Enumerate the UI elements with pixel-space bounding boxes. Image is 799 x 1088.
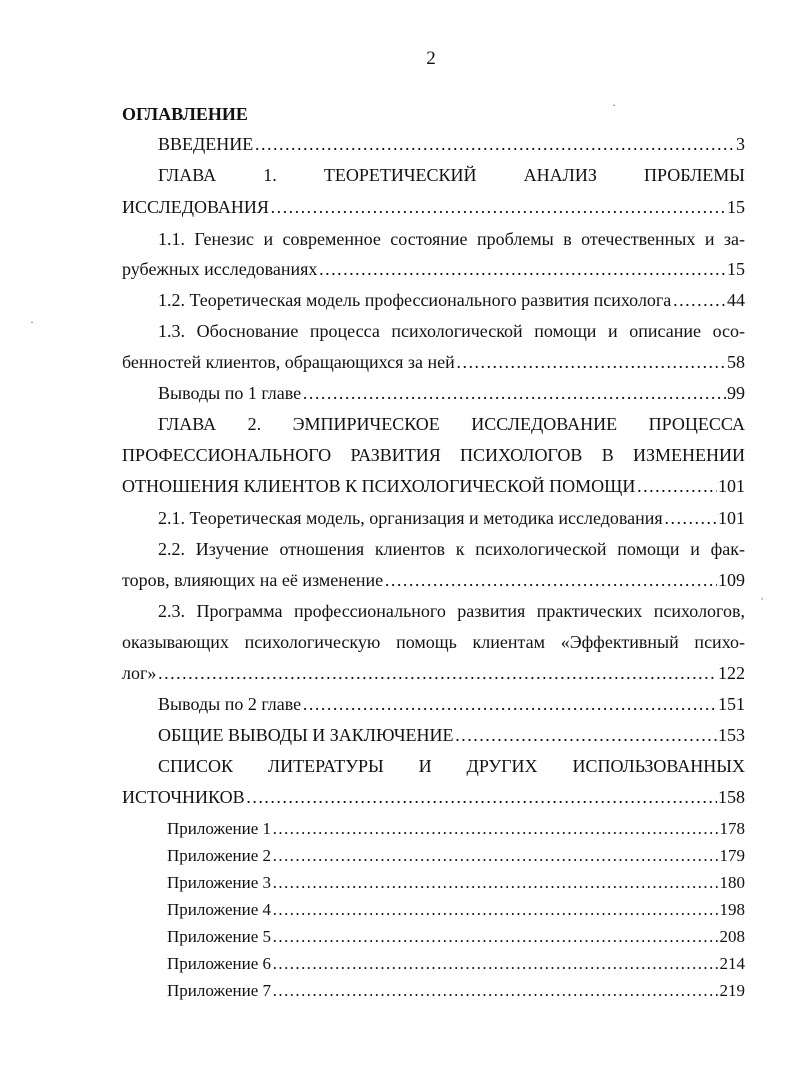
entry-page: 178 [719,819,745,838]
toc-entry-appendix-3[interactable]: Приложение 3 ………………………………………………………………………………………………………………………………………………………………………… 180 [167,872,745,894]
toc-entry-section-2-1[interactable]: 2.1. Теоретическая модель, организация и методика исследования ………………………………………………………………………………………………………………………………………………………………………… 101 [158,507,745,529]
dot-leader [302,382,726,404]
dot-leader [672,289,726,311]
entry-page: 158 [718,787,745,807]
entry-title: ВВЕДЕНИЕ [158,134,254,154]
toc-entry-appendix-1[interactable]: Приложение 1 ………………………………………………………………………………………………………………………………………………………………………… 178 [167,818,745,840]
section-2-2-line-1: 2.2. Изучение отношения клиентов к психологической помощи и фак- [158,539,745,559]
toc-entry-appendix-5[interactable]: Приложение 5 ………………………………………………………………………………………………………………………………………………………………………… 208 [167,926,745,948]
dot-leader [636,475,717,497]
section-1-1-line-2: рубежных исследованиях ………………………………………………………………………………………………………………………………………………………………………… 15 [122,258,745,280]
section-2-2-line-2: торов, влияющих на её изменение ………………………………………………………………………………………………………………………………………………………………………… 109 [122,569,745,591]
entry-page: 101 [718,476,745,496]
scan-speck: ʾ [760,595,764,609]
dot-leader [272,980,719,1002]
chapter-1-title-line-1: ГЛАВА 1. ТЕОРЕТИЧЕСКИЙ АНАЛИЗ ПРОБЛЕМЫ [158,165,745,185]
dot-leader [272,926,719,948]
toc-entry-conclusions-1[interactable]: Выводы по 1 главе ………………………………………………………………………………………………………………………………………………………………………… 99 [158,382,745,404]
entry-page: 99 [727,383,745,403]
entry-page: 198 [719,900,745,919]
page-number: 2 [426,48,436,69]
toc-heading: ОГЛАВЛЕНИЕ [122,104,248,124]
section-1-1-line-1: 1.1. Генезис и современное состояние проблемы в отечественных и за- [158,229,745,249]
section-2-3-line-2: оказывающих психологическую помощь клиентам «Эффективный психо- [122,632,745,652]
dot-leader [272,872,719,894]
section-2-3-line-1: 2.3. Программа профессионального развития практических психологов, [158,601,745,621]
entry-page: 44 [727,290,745,310]
entry-page: 219 [719,981,745,1000]
chapter-2-title-line-3: ОТНОШЕНИЯ КЛИЕНТОВ К ПСИХОЛОГИЧЕСКОЙ ПОМОЩИ ………………………………………………………………………………………………………………………………………………………………………… 101 [122,475,745,497]
section-2-3-line-3: лог» ………………………………………………………………………………………………………………………………………………………………………… 122 [122,662,745,684]
toc-entry-appendix-7[interactable]: Приложение 7 ………………………………………………………………………………………………………………………………………………………………………… 219 [167,980,745,1002]
toc-entry-appendix-6[interactable]: Приложение 6 ………………………………………………………………………………………………………………………………………………………………………… 214 [167,953,745,975]
entry-page: 179 [719,846,745,865]
references-line-2: ИСТОЧНИКОВ ………………………………………………………………………………………………………………………………………………………………………… 158 [122,786,745,808]
dot-leader [246,786,717,808]
section-1-3-line-1: 1.3. Обоснование процесса психологической помощи и описание осо- [158,321,745,341]
entry-page: 214 [719,954,745,973]
scan-speck: · [612,98,616,112]
dot-leader [157,662,717,684]
dot-leader [270,196,726,218]
dot-leader [456,351,726,373]
entry-page: 101 [718,508,745,528]
dot-leader [384,569,717,591]
entry-page: 109 [718,570,745,590]
toc-entry-appendix-2[interactable]: Приложение 2 ………………………………………………………………………………………………………………………………………………………………………… 179 [167,845,745,867]
entry-page: 153 [718,725,745,745]
scan-speck: · [30,315,34,329]
entry-page: 58 [727,352,745,372]
entry-page: 122 [718,663,745,683]
dot-leader [272,899,719,921]
toc-entry-appendix-4[interactable]: Приложение 4 ………………………………………………………………………………………………………………………………………………………………………… 198 [167,899,745,921]
entry-page: 151 [718,694,745,714]
toc-entry-introduction[interactable] [158,133,745,155]
entry-page: 15 [727,259,745,279]
dot-leader [302,693,717,715]
entry-page: 3 [736,134,745,154]
dot-leader [455,724,717,746]
chapter-2-title-line-1: ГЛАВА 2. ЭМПИРИЧЕСКОЕ ИССЛЕДОВАНИЕ ПРОЦЕССА [158,414,745,434]
dot-leader [272,818,719,840]
toc-entry-section-1-2[interactable]: 1.2. Теоретическая модель профессионального развития психолога ………………………………………………………………………………………………………………………………………………………………………… 44 [158,289,745,311]
entry-page: 15 [727,197,745,217]
dot-leader [318,258,726,280]
dot-leader [664,507,717,529]
toc-entry-general-conclusions[interactable]: ОБЩИЕ ВЫВОДЫ И ЗАКЛЮЧЕНИЕ ………………………………………………………………………………………………………………………………………………………………………… 153 [158,724,745,746]
dot-leader [272,953,719,975]
references-line-1: СПИСОК ЛИТЕРАТУРЫ И ДРУГИХ ИСПОЛЬЗОВАННЫХ [158,756,745,776]
chapter-1-title-line-2: ИССЛЕДОВАНИЯ ………………………………………………………………………………………………………………………………………………………………………… 15 [122,196,745,218]
chapter-2-title-line-2: ПРОФЕССИОНАЛЬНОГО РАЗВИТИЯ ПСИХОЛОГОВ В ИЗМЕНЕНИИ [122,445,745,465]
entry-page: 180 [719,873,745,892]
toc-entry-conclusions-2[interactable]: Выводы по 2 главе ………………………………………………………………………………………………………………………………………………………………………… 151 [158,693,745,715]
dot-leader [272,845,719,867]
dot-leader [254,133,735,155]
entry-page: 208 [719,927,745,946]
section-1-3-line-2: бенностей клиентов, обращающихся за ней ………………………………………………………………………………………………………………………………………………………………………… 58 [122,351,745,373]
